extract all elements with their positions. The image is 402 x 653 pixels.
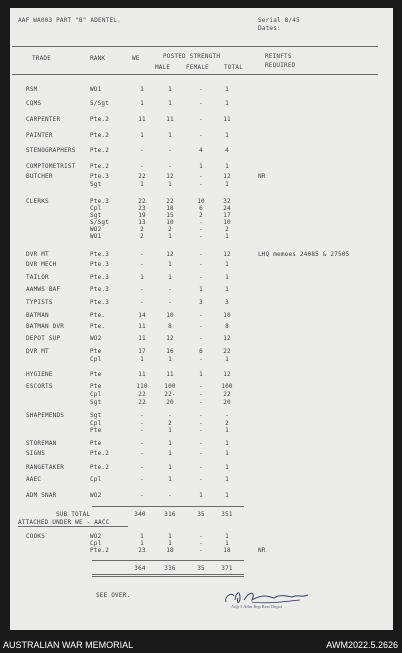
row-rank: Cpl [90,356,102,363]
row-rank: Cpl [90,420,102,427]
row-rank: WO2 [90,226,102,233]
row-male: 1 [168,100,172,107]
row-total: 1 [225,132,229,139]
row-male: 1 [168,540,172,547]
row-we: - [140,163,144,170]
row-rank: Pte [90,348,102,355]
row-rank: Sgt [90,399,102,406]
row-total: 12 [223,173,231,180]
row-male: 10 [166,312,174,319]
row-rank: Cpl [90,205,102,212]
row-female: - [199,440,203,447]
row-total: 18 [223,547,231,554]
row-total: 8 [225,323,229,330]
row-we: 11 [138,323,146,330]
row-trade: RSM [26,86,38,93]
row-female: - [199,116,203,123]
row-rank: Pte.3 [90,173,110,180]
row-total: 1 [225,181,229,188]
row-total: 1 [225,440,229,447]
row-rank: Sgt [90,412,102,419]
row-we: 1 [140,100,144,107]
row-male: - [168,163,172,170]
row-we: - [140,299,144,306]
row-trade: ESCORTS [26,383,53,390]
row-we: 22 [138,391,146,398]
row-rank: Pte.2 [90,464,110,471]
row-total: - [225,412,229,419]
row-total: 1 [225,86,229,93]
row-male: 22- [164,391,176,398]
row-male: 10 [166,219,174,226]
row-male: - [168,147,172,154]
row-rank: WO2 [90,335,102,342]
row-trade: TYPISTS [26,299,53,306]
row-we: - [140,251,144,258]
row-rank: Pte [90,371,102,378]
row-male: 20 [166,399,174,406]
row-female: 1 [199,492,203,499]
row-male: 2 [168,420,172,427]
row-we: 19 [138,212,146,219]
row-female: - [199,226,203,233]
row-female: - [199,399,203,406]
row-we: 14 [138,312,146,319]
row-trade: CLERKS [26,198,49,205]
row-male: - [168,412,172,419]
row-total: 1 [225,464,229,471]
row-we: - [140,492,144,499]
row-rank: Sgt [90,212,102,219]
row-total: 1 [225,492,229,499]
row-trade: COMPTOMETRIST [26,163,76,170]
row-trade: BUTCHER [26,173,53,180]
row-rank: Pte.2 [90,547,110,554]
row-male: - [168,299,172,306]
col-we: WE [132,55,140,62]
row-rank: Pte.3 [90,286,110,293]
row-we: 1 [140,86,144,93]
grand-total-female: 35 [197,565,205,572]
row-we: 1 [140,533,144,540]
row-rank: Pte. [90,323,106,330]
row-trade: COOKS [26,533,46,540]
row-female: - [199,476,203,483]
serial-number: Serial 8/45 [258,17,300,24]
row-female: - [199,335,203,342]
row-rank: Pte [90,440,102,447]
row-female: - [199,251,203,258]
row-female: 3 [199,299,203,306]
row-trade: DVR MT [26,348,49,355]
row-trade: AAEC [26,476,42,483]
row-we: 1 [140,181,144,188]
row-male: 8 [168,323,172,330]
row-male: 1 [168,274,172,281]
row-note: NR [258,547,266,554]
grand-total-total: 371 [221,565,233,572]
row-total: 3 [225,299,229,306]
subtotal-male: 316 [164,511,176,518]
archive-name: AUSTRALIAN WAR MEMORIAL [3,640,134,650]
row-female: - [199,412,203,419]
row-total: 1 [225,450,229,457]
row-we: 2 [140,226,144,233]
row-we: - [140,412,144,419]
see-over-note: SEE OVER. [96,592,131,599]
row-female: - [199,391,203,398]
row-female: 10 [197,198,205,205]
row-male: 18 [166,205,174,212]
col-rank: RANK [90,55,106,62]
grand-total-male: 336 [164,565,176,572]
row-we: 1 [140,540,144,547]
row-we: 17 [138,348,146,355]
row-female: 1 [199,163,203,170]
col-total: TOTAL [224,64,244,71]
row-trade: ADM SNAR [26,492,57,499]
row-rank: Pte.2 [90,450,110,457]
row-total: 22 [223,348,231,355]
attached-heading-rule [18,526,128,527]
row-we: 1 [140,132,144,139]
row-female: 2 [199,212,203,219]
subtotal-female: 35 [197,511,205,518]
row-we: 22 [138,173,146,180]
row-male: 1 [168,464,172,471]
row-female: - [199,181,203,188]
row-female: - [199,533,203,540]
row-rank: Pte.2 [90,132,110,139]
row-female: - [199,219,203,226]
row-we: - [140,420,144,427]
attached-heading: ATTACHED UNDER WE - AACC [18,519,110,526]
row-total: 1 [225,540,229,547]
subtotal-total: 351 [221,511,233,518]
row-trade: SIGNS [26,450,46,457]
row-we: 11 [138,116,146,123]
row-total: 10 [223,312,231,319]
row-we: 13 [138,219,146,226]
row-total: 1 [225,163,229,170]
row-male: - [168,286,172,293]
row-female: - [199,323,203,330]
row-female: 1 [199,371,203,378]
row-female: - [199,261,203,268]
row-rank: WO1 [90,86,102,93]
row-male: 1 [168,476,172,483]
row-total: 1 [225,261,229,268]
row-rank: Pte.2 [90,116,110,123]
grand-total-rule-top [92,560,244,561]
row-trade: AAMWS BAF [26,286,61,293]
row-female: - [199,547,203,554]
row-we: - [140,286,144,293]
row-male: 1 [168,233,172,240]
adjutant-stamp: Adjt 3 Adm Rep Rew Depot [231,604,283,609]
row-female: 4 [199,147,203,154]
row-rank: Pte.3 [90,274,110,281]
row-trade: CARPENTER [26,116,61,123]
row-male: 1 [168,261,172,268]
row-we: 22 [138,198,146,205]
row-total: 22 [223,391,231,398]
archive-footer [0,638,402,653]
row-rank: Pte.2 [90,163,110,170]
row-male: 1 [168,450,172,457]
row-female: - [199,356,203,363]
row-total: 1 [225,274,229,281]
grand-total-we: 364 [134,565,146,572]
row-rank: S/Sgt [90,100,110,107]
row-we: 1 [140,274,144,281]
row-rank: Pte.3 [90,198,110,205]
col-trade: TRADE [32,55,52,62]
row-rank: WO1 [90,233,102,240]
col-posted-strength: POSTED STRENGTH [163,53,221,60]
row-total: 1 [225,533,229,540]
archive-reference: AWM2022.5.2626 [326,640,398,650]
row-rank: Pte.3 [90,299,110,306]
row-male: 12 [166,251,174,258]
row-female: - [199,233,203,240]
row-female: - [199,420,203,427]
header-rule-bottom [12,74,378,75]
row-we: - [140,476,144,483]
row-total: 20 [223,399,231,406]
row-rank: WO2 [90,533,102,540]
row-female: - [199,173,203,180]
row-female: - [199,86,203,93]
row-male: 2 [168,226,172,233]
row-male: - [168,492,172,499]
header-rule-top [12,46,378,47]
row-male: 1 [168,533,172,540]
row-male: 1 [168,427,172,434]
row-rank: Sgt [90,181,102,188]
row-male: 11 [166,371,174,378]
row-rank: Cpl [90,540,102,547]
row-rank: WO2 [90,492,102,499]
row-female: 1 [199,286,203,293]
row-rank: Cpl [90,476,102,483]
row-male: 16 [166,348,174,355]
row-we: 11 [138,371,146,378]
row-rank: Cpl [90,391,102,398]
row-note: LHQ memoes 24085 & 27505 [258,251,350,258]
row-we: - [140,464,144,471]
col-reinfts: REINFTS [265,53,292,60]
row-female: 6 [199,348,203,355]
row-trade: PAINTER [26,132,53,139]
row-rank: Pte. [90,312,106,319]
row-total: 24 [223,205,231,212]
row-male: 1 [168,440,172,447]
row-rank: Pte.3 [90,261,110,268]
col-male: MALE [155,64,171,71]
grand-total-rule-double [92,576,244,577]
row-male: 100 [164,383,176,390]
row-total: 1 [225,427,229,434]
row-male: 1 [168,132,172,139]
row-total: 100 [221,383,233,390]
dates-label: Dates: [258,25,281,32]
row-total: 11 [223,116,231,123]
row-rank: Pte.2 [90,147,110,154]
row-trade: HYGIENE [26,371,53,378]
row-trade: DVR MECH [26,261,57,268]
subtotal-label: SUB TOTAL [56,511,91,518]
row-female: - [199,450,203,457]
row-female: - [199,540,203,547]
row-total: 1 [225,356,229,363]
row-total: 1 [225,286,229,293]
row-female: - [199,312,203,319]
row-we: 23 [138,547,146,554]
row-total: 4 [225,147,229,154]
row-male: 12 [166,173,174,180]
row-male: 1 [168,181,172,188]
row-total: 10 [223,219,231,226]
row-total: 17 [223,212,231,219]
row-total: 1 [225,233,229,240]
row-trade: TAILOR [26,274,49,281]
row-total: 12 [223,335,231,342]
row-female: 6 [199,205,203,212]
row-we: - [140,261,144,268]
grand-total-rule-bottom [92,574,244,575]
row-total: 12 [223,371,231,378]
row-rank: Pte.3 [90,251,110,258]
row-male: 1 [168,86,172,93]
row-male: 12 [166,335,174,342]
row-male: 11 [166,116,174,123]
row-we: 2 [140,233,144,240]
row-we: - [140,147,144,154]
row-total: 12 [223,251,231,258]
row-we: 1 [140,356,144,363]
row-we: 23 [138,205,146,212]
row-we: 110 [136,383,148,390]
row-female: - [199,132,203,139]
row-female: - [199,274,203,281]
row-trade: SHAPEMENDS [26,412,65,419]
row-rank: S/Sgt [90,219,110,226]
row-we: - [140,450,144,457]
row-total: 1 [225,100,229,107]
row-male: 22 [166,198,174,205]
row-rank: Pte [90,383,102,390]
row-total: 2 [225,420,229,427]
col-female: FEMALE [186,64,209,71]
row-female: - [199,100,203,107]
row-female: - [199,464,203,471]
row-male: 18 [166,547,174,554]
row-trade: STOREMAN [26,440,57,447]
row-total: 2 [225,226,229,233]
row-rank: Pte [90,427,102,434]
row-trade: RANGETAKER [26,464,65,471]
row-trade: BATMAN [26,312,49,319]
row-male: 1 [168,356,172,363]
row-male: 15 [166,212,174,219]
subtotal-rule [92,506,244,507]
col-required: REQUIRED [265,62,296,69]
subtotal-we: 340 [134,511,146,518]
row-trade: STENOGRAPHERS [26,147,76,154]
row-trade: DEPOT SUP [26,335,61,342]
row-we: 11 [138,335,146,342]
row-trade: BATMAN DVR [26,323,65,330]
row-female: - [199,427,203,434]
row-total: 32 [223,198,231,205]
row-female: - [199,383,203,390]
row-we: - [140,440,144,447]
document-title: AAF WA003 PART "B" ADENTEL. [18,17,121,24]
row-total: 1 [225,476,229,483]
row-trade: DVR MT [26,251,49,258]
row-note: NR [258,173,266,180]
row-we: - [140,427,144,434]
row-we: 22 [138,399,146,406]
row-trade: CQMS [26,100,42,107]
